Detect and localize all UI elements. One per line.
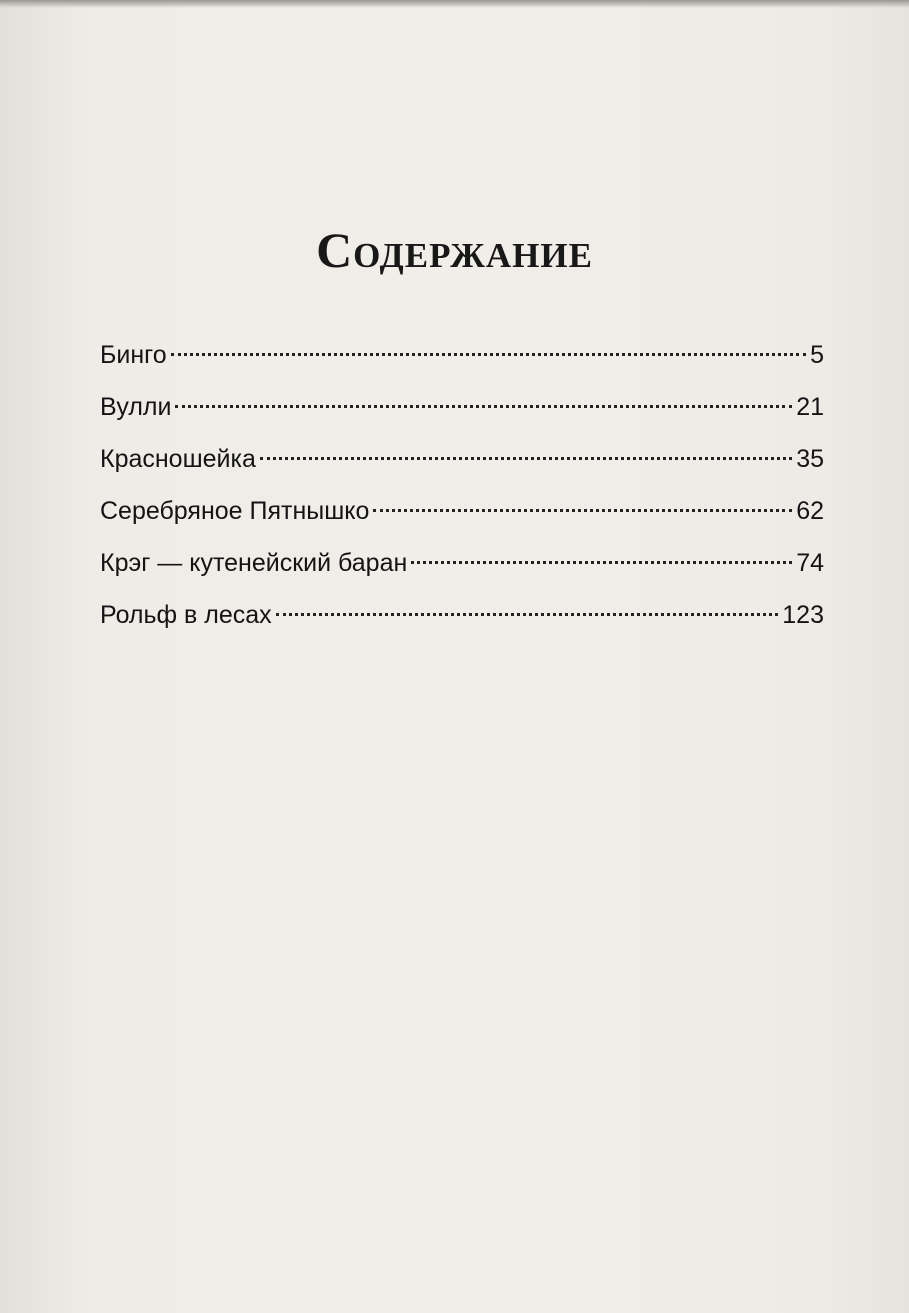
- toc-entry-page: 5: [810, 341, 824, 369]
- toc-entry: [100, 486, 824, 538]
- toc-entry-title: Крэг — кутенейский баран: [100, 549, 408, 577]
- toc-entry-title: Серебряное Пятнышко: [100, 497, 370, 525]
- toc-entry: [100, 538, 824, 590]
- toc-entry-page: 62: [796, 497, 824, 525]
- toc-entry-page: 123: [782, 601, 824, 629]
- dot-leader: [260, 457, 792, 460]
- page-top-edge: [0, 0, 909, 8]
- table-of-contents: [100, 330, 824, 642]
- toc-entry: [100, 434, 824, 486]
- dot-leader: [373, 509, 792, 512]
- toc-entry-title: Красношейка: [100, 445, 256, 473]
- dot-leader: [175, 405, 792, 408]
- dot-leader: [411, 561, 792, 564]
- dot-leader: [171, 353, 806, 356]
- toc-entry-page: 35: [796, 445, 824, 473]
- toc-entry-page: 74: [796, 549, 824, 577]
- dot-leader: [276, 613, 779, 616]
- toc-entry: [100, 382, 824, 434]
- page-title: Содержание: [316, 221, 593, 278]
- toc-entry-title: Рольф в лесах: [100, 601, 272, 629]
- toc-entry-page: 21: [796, 393, 824, 421]
- toc-entry: [100, 330, 824, 382]
- toc-entry: [100, 590, 824, 642]
- toc-entry-title: Вулли: [100, 393, 172, 421]
- toc-entry-title: Бинго: [100, 341, 167, 369]
